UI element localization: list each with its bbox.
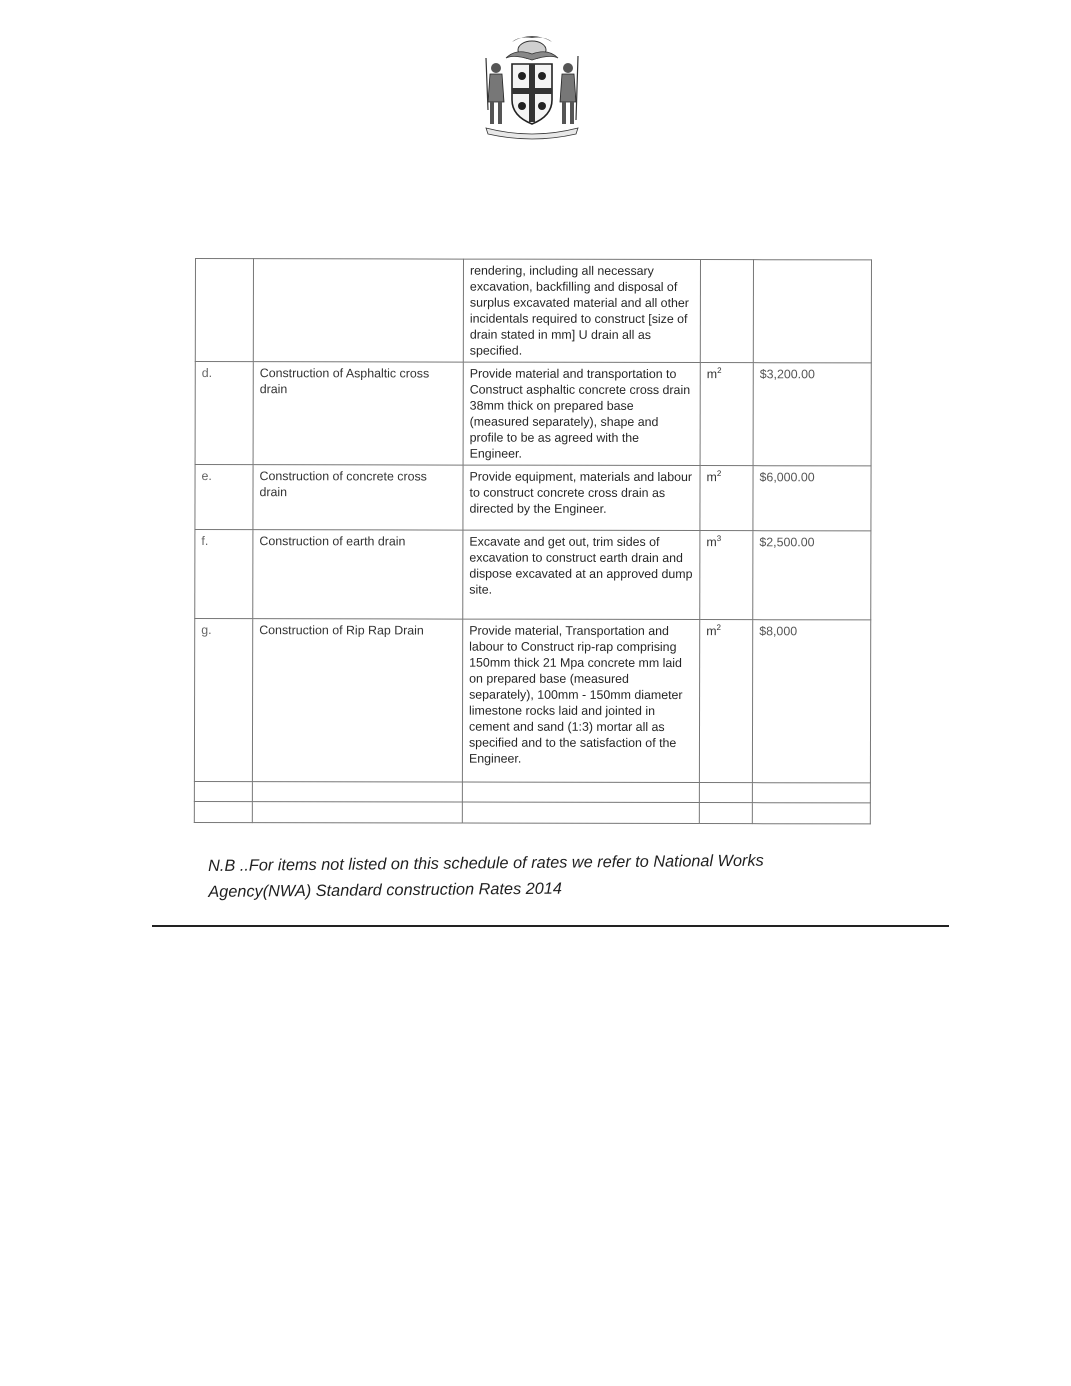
table-row (195, 362, 871, 466)
unit-base: m (706, 367, 718, 382)
item-rate: $6,000.00 (753, 466, 871, 531)
item-rate: $2,500.00 (753, 531, 871, 620)
item-unit (700, 260, 753, 363)
table-row (194, 619, 870, 783)
table-row (195, 259, 871, 363)
coat-of-arms-icon (476, 28, 588, 140)
empty-cell (752, 783, 870, 803)
empty-row (194, 781, 870, 802)
item-rate: $8,000 (752, 620, 870, 783)
footnote-line-2: Agency(NWA) Standard construction Rates 2014 (208, 879, 562, 901)
empty-row (194, 801, 870, 823)
schedule-of-rates (194, 258, 871, 824)
item-rate: $3,200.00 (753, 363, 871, 466)
item-number (195, 259, 253, 362)
unit-exponent: 3 (716, 533, 722, 543)
item-name: Construction of Rip Rap Drain (252, 619, 462, 782)
unit-exponent: 2 (716, 468, 722, 478)
empty-cell (699, 783, 752, 803)
item-number: d. (195, 362, 253, 465)
item-name: Construction of concrete cross drain (253, 465, 463, 530)
item-number: f. (195, 530, 253, 619)
item-description: Provide equipment, materials and labour to construct concrete cross drain as directed by the Engineer. (463, 465, 700, 530)
table-row (195, 465, 871, 531)
unit-base: m (706, 624, 717, 639)
rates-table (194, 258, 872, 824)
item-unit (699, 620, 752, 783)
item-rate (753, 260, 871, 363)
horizontal-divider (152, 925, 949, 927)
item-name (253, 259, 463, 362)
item-name: Construction of earth drain (253, 530, 463, 619)
empty-cell (752, 803, 870, 824)
item-name: Construction of Asphaltic cross drain (253, 362, 463, 465)
unit-base: m (706, 535, 717, 550)
empty-cell (699, 803, 752, 824)
unit-exponent: 2 (717, 365, 722, 375)
item-unit (700, 466, 753, 531)
item-description: Provide material and transportation to Construct asphaltic concrete cross drain 38mm thick on prepared base (measured separately), shape and profile to be as agreed with the Engineer. (463, 362, 700, 465)
item-number: e. (195, 465, 253, 530)
empty-cell (462, 782, 699, 802)
empty-cell (462, 802, 699, 823)
footnote (208, 847, 828, 905)
unit-base: m (706, 470, 717, 485)
item-description: Provide material, Transportation and labour to Construct rip-rap comprising 150mm thick 21 Mpa concrete mm laid on prepared base (measured separately), 100mm - 150mm diameter limestone rocks laid and jointed in cement and sand (1:3) mortar all as specified and to the satisfaction of the Engineer. (462, 619, 699, 782)
empty-cell (252, 782, 462, 802)
item-unit (700, 531, 753, 620)
footnote-line-1: N.B ..For items not listed on this schedule of rates we refer to National Works (208, 851, 764, 875)
item-description: Excavate and get out, trim sides of excavation to construct earth drain and dispose excavated at an approved dump site. (463, 530, 700, 619)
empty-cell (252, 802, 462, 823)
item-description: rendering, including all necessary excavation, backfilling and disposal of surplus excavated material and all other incidentals required to construct [size of drain stated in mm] U drain all as specified. (463, 259, 700, 362)
item-unit (700, 363, 753, 466)
empty-cell (194, 801, 252, 822)
unit-exponent: 2 (716, 622, 722, 632)
table-row (195, 530, 871, 620)
item-number: g. (194, 619, 252, 782)
empty-cell (194, 781, 252, 801)
